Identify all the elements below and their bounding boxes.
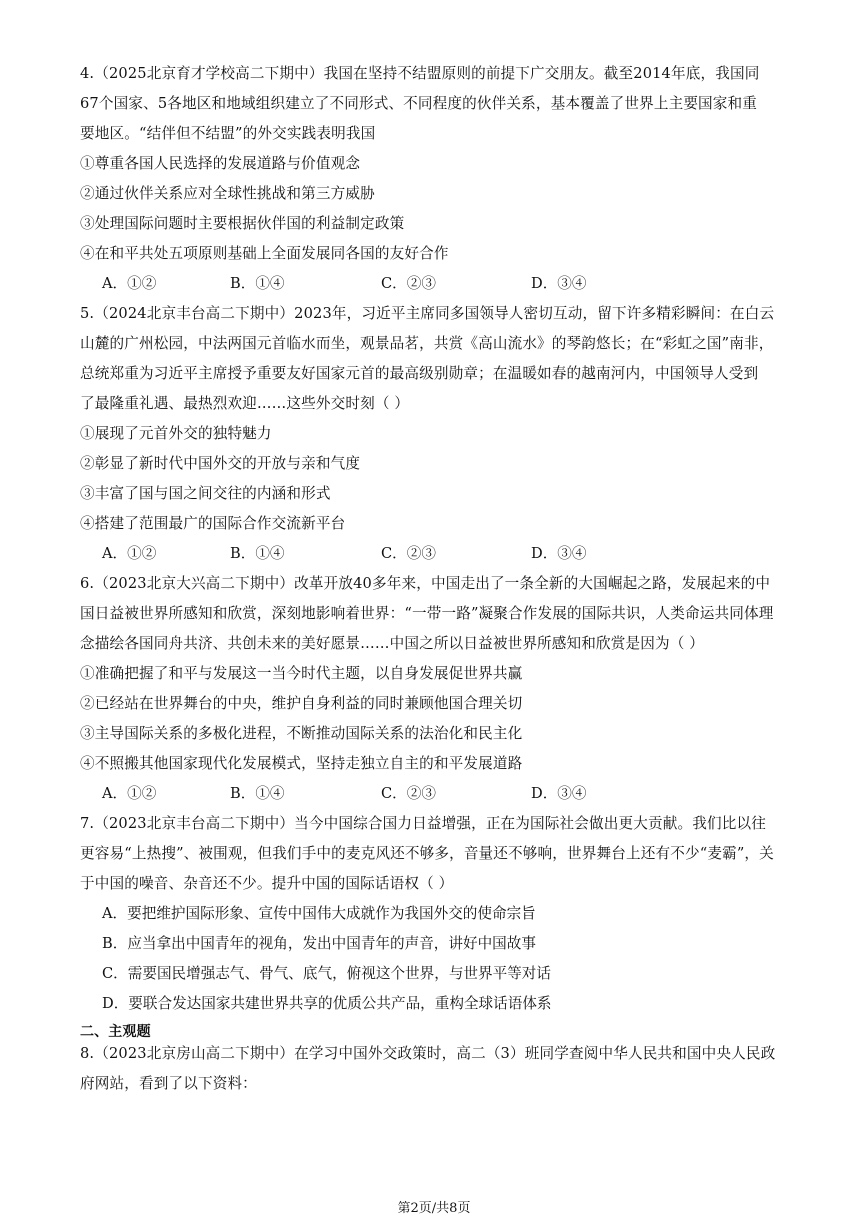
q5-option-a: A．①②	[102, 545, 157, 562]
q4-statement-1: ①尊重各国人民选择的发展道路与价值观念	[80, 155, 361, 172]
q6-option-d: D．③④	[531, 785, 587, 802]
q5-option-d: D．③④	[531, 545, 587, 562]
q4-stem-line-3: 要地区。“结伴但不结盟”的外交实践表明我国	[80, 125, 376, 142]
q7-choice-b: B．应当拿出中国青年的视角，发出中国青年的声音，讲好中国故事	[102, 935, 536, 952]
q7-choice-a: A．要把维护国际形象、宣传中国伟大成就作为我国外交的使命宗旨	[102, 905, 536, 922]
q7-choice-d: D．要联合发达国家共建世界共享的优质公共产品，重构全球话语体系	[102, 995, 552, 1012]
q6-stem-line-1: 6.（2023北京大兴高二下期中）改革开放40多年来，中国走出了一条全新的大国崛起之路，发展起来的中	[80, 575, 771, 592]
q4-option-a: A．①②	[102, 275, 157, 292]
q5-stem-line-1: 5.（2024北京丰台高二下期中）2023年，习近平主席同多国领导人密切互动，留下许多精彩瞬间：在白云	[80, 305, 775, 322]
section-heading: 二、主观题	[80, 1024, 151, 1040]
q6-option-c: C．②③	[381, 785, 436, 802]
q6-stem-line-3: 念描绘各国同舟共济、共创未来的美好愿景……中国之所以日益被世界所感知和欣赏是因为（ ）	[80, 635, 705, 652]
q4-option-c: C．②③	[381, 275, 436, 292]
q4-statement-3: ③处理国际问题时主要根据伙伴国的利益制定政策	[80, 215, 405, 232]
q6-statement-4: ④不照搬其他国家现代化发展模式，坚持走独立自主的和平发展道路	[80, 755, 523, 772]
q5-statement-3: ③丰富了国与国之间交往的内涵和形式	[80, 485, 331, 502]
q5-statement-4: ④搭建了范围最广的国际合作交流新平台	[80, 515, 346, 532]
q6-option-a: A．①②	[102, 785, 157, 802]
q4-option-d: D．③④	[531, 275, 587, 292]
q5-stem-line-2: 山麓的广州松园，中法两国元首临水而坐，观景品茗，共赏《高山流水》的琴韵悠长；在“彩虹之国”南非，	[80, 335, 774, 352]
q7-choice-c: C．需要国民增强志气、骨气、底气，俯视这个世界，与世界平等对话	[102, 965, 551, 982]
q6-statement-1: ①准确把握了和平与发展这一当今时代主题，以自身发展促世界共赢	[80, 665, 523, 682]
q8-stem-line-1: 8.（2023北京房山高二下期中）在学习中国外交政策时，高二（3）班同学查阅中华人民共和国中央人民政	[80, 1045, 776, 1062]
q4-stem-line-1: 4.（2025北京育才学校高二下期中）我国在坚持不结盟原则的前提下广交朋友。截至2014年底，我国同	[80, 65, 760, 82]
q6-stem-line-2: 国日益被世界所感知和欣赏，深刻地影响着世界：“一带一路”凝聚合作发展的国际共识，人类命运共同体理	[80, 605, 774, 622]
q6-statement-3: ③主导国际关系的多极化进程，不断推动国际关系的法治化和民主化	[80, 725, 523, 742]
q5-stem-line-3: 总统郑重为习近平主席授予重要友好国家元首的最高级别勋章；在温暖如春的越南河内，中国领导人受到	[80, 365, 759, 382]
q6-statement-2: ②已经站在世界舞台的中央，维护自身利益的同时兼顾他国合理关切	[80, 695, 523, 712]
q8-stem-line-2: 府网站，看到了以下资料：	[80, 1075, 257, 1092]
q5-option-b: B．①④	[230, 545, 285, 562]
q5-option-c: C．②③	[381, 545, 436, 562]
page-number: 第2页/共8页	[397, 1201, 471, 1216]
q4-option-b: B．①④	[230, 275, 285, 292]
q7-stem-line-2: 更容易“上热搜”、被围观，但我们手中的麦克风还不够多，音量还不够响，世界舞台上还有不少“麦霸”，关	[80, 845, 774, 862]
q4-statement-4: ④在和平共处五项原则基础上全面发展同各国的友好合作	[80, 245, 449, 262]
q5-statement-2: ②彰显了新时代中国外交的开放与亲和气度	[80, 455, 361, 472]
q4-statement-2: ②通过伙伴关系应对全球性挑战和第三方威胁	[80, 185, 375, 202]
q5-stem-line-4: 了最隆重礼遇、最热烈欢迎……这些外交时刻（ ）	[80, 395, 410, 412]
q5-statement-1: ①展现了元首外交的独特魅力	[80, 425, 272, 442]
q4-stem-line-2: 67个国家、5各地区和地域组织建立了不同形式、不同程度的伙伴关系，基本覆盖了世界上主要国家和重	[80, 95, 758, 112]
q6-option-b: B．①④	[230, 785, 285, 802]
q7-stem-line-3: 于中国的噪音、杂音还不少。提升中国的国际话语权（ ）	[80, 875, 454, 892]
q7-stem-line-1: 7.（2023北京丰台高二下期中）当今中国综合国力日益增强，正在为国际社会做出更大贡献。我们比以往	[80, 815, 766, 832]
